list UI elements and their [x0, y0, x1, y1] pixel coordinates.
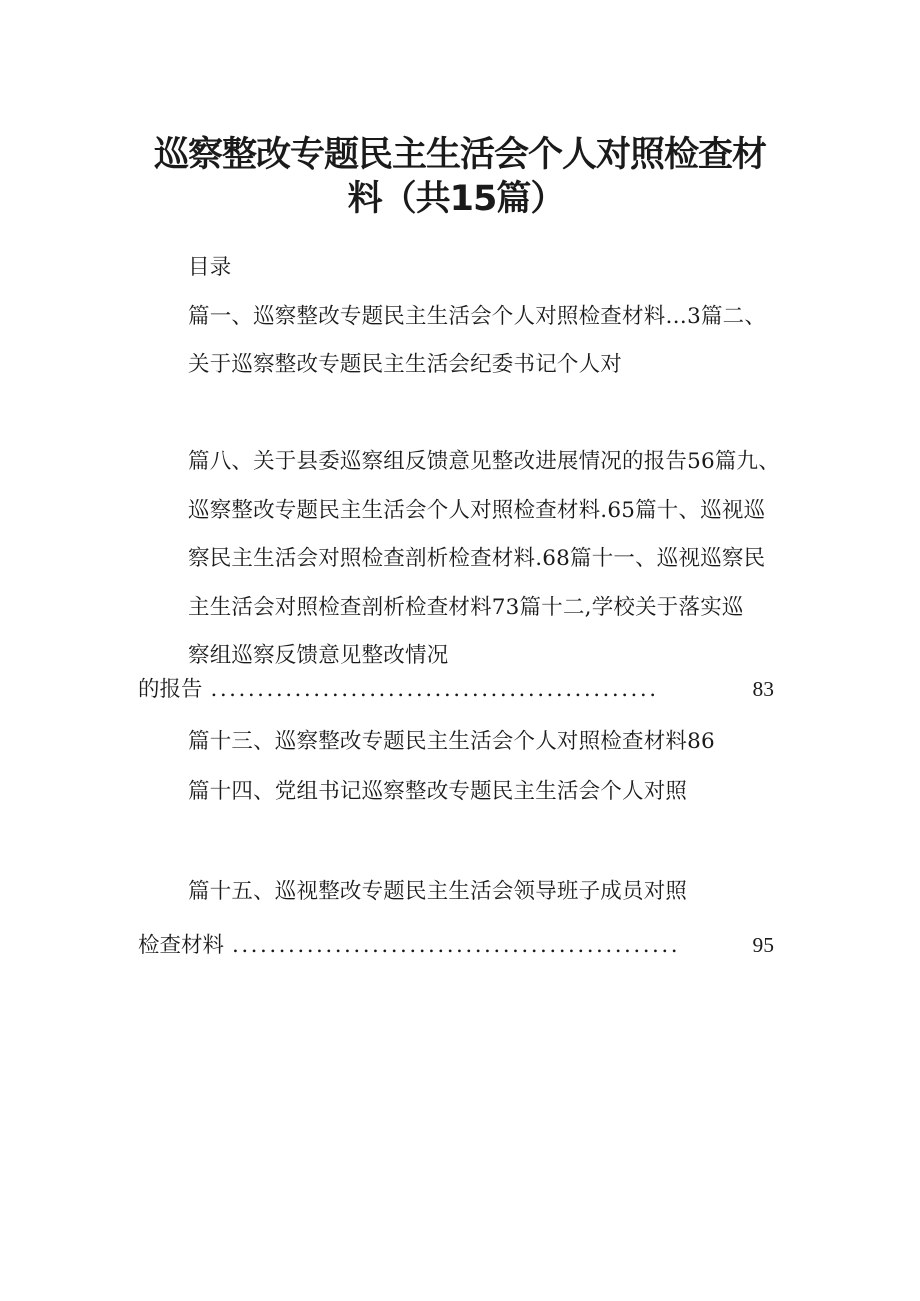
toc-line: 篇十五、巡视整改专题民主生活会领导班子成员对照: [188, 879, 688, 904]
toc-line: 察民主生活会对照检查剖析检查材料.68篇十一、巡视巡察民: [188, 546, 766, 571]
toc-line: 关于巡察整改专题民主生活会纪委书记个人对: [188, 352, 623, 377]
toc-line: 篇八、关于县委巡察组反馈意见整改进展情况的报告56篇九、: [188, 449, 780, 474]
toc-page-number: 95: [752, 933, 774, 957]
toc-page-number: 83: [752, 677, 774, 701]
toc-line: 察组巡察反馈意见整改情况: [188, 643, 449, 668]
toc-line: 篇十三、巡察整改专题民主生活会个人对照检查材料86: [188, 729, 715, 754]
toc-leader-dots: ................................................: [232, 933, 681, 958]
toc-leader-dots: ................................................: [210, 677, 659, 702]
document-title-line-2: 料（共15篇）: [347, 179, 565, 219]
document-title-line-1: 巡察整改专题民主生活会个人对照检查材: [153, 135, 766, 175]
toc-line: 主生活会对照检查剖析检查材料73篇十二,学校关于落实巡: [188, 595, 744, 620]
toc-entry-report: [138, 674, 774, 705]
toc-entry-label: 的报告: [138, 677, 203, 702]
toc-entry-materials: [138, 930, 774, 961]
toc-line: 巡察整改专题民主生活会个人对照检查材料.65篇十、巡视巡: [188, 498, 766, 523]
toc-entry-label: 检查材料: [138, 933, 225, 958]
toc-line: 篇一、巡察整改专题民主生活会个人对照检查材料…3篇二、: [188, 304, 767, 329]
toc-heading: 目录: [188, 255, 232, 280]
toc-line: 篇十四、党组书记巡察整改专题民主生活会个人对照: [188, 779, 688, 804]
